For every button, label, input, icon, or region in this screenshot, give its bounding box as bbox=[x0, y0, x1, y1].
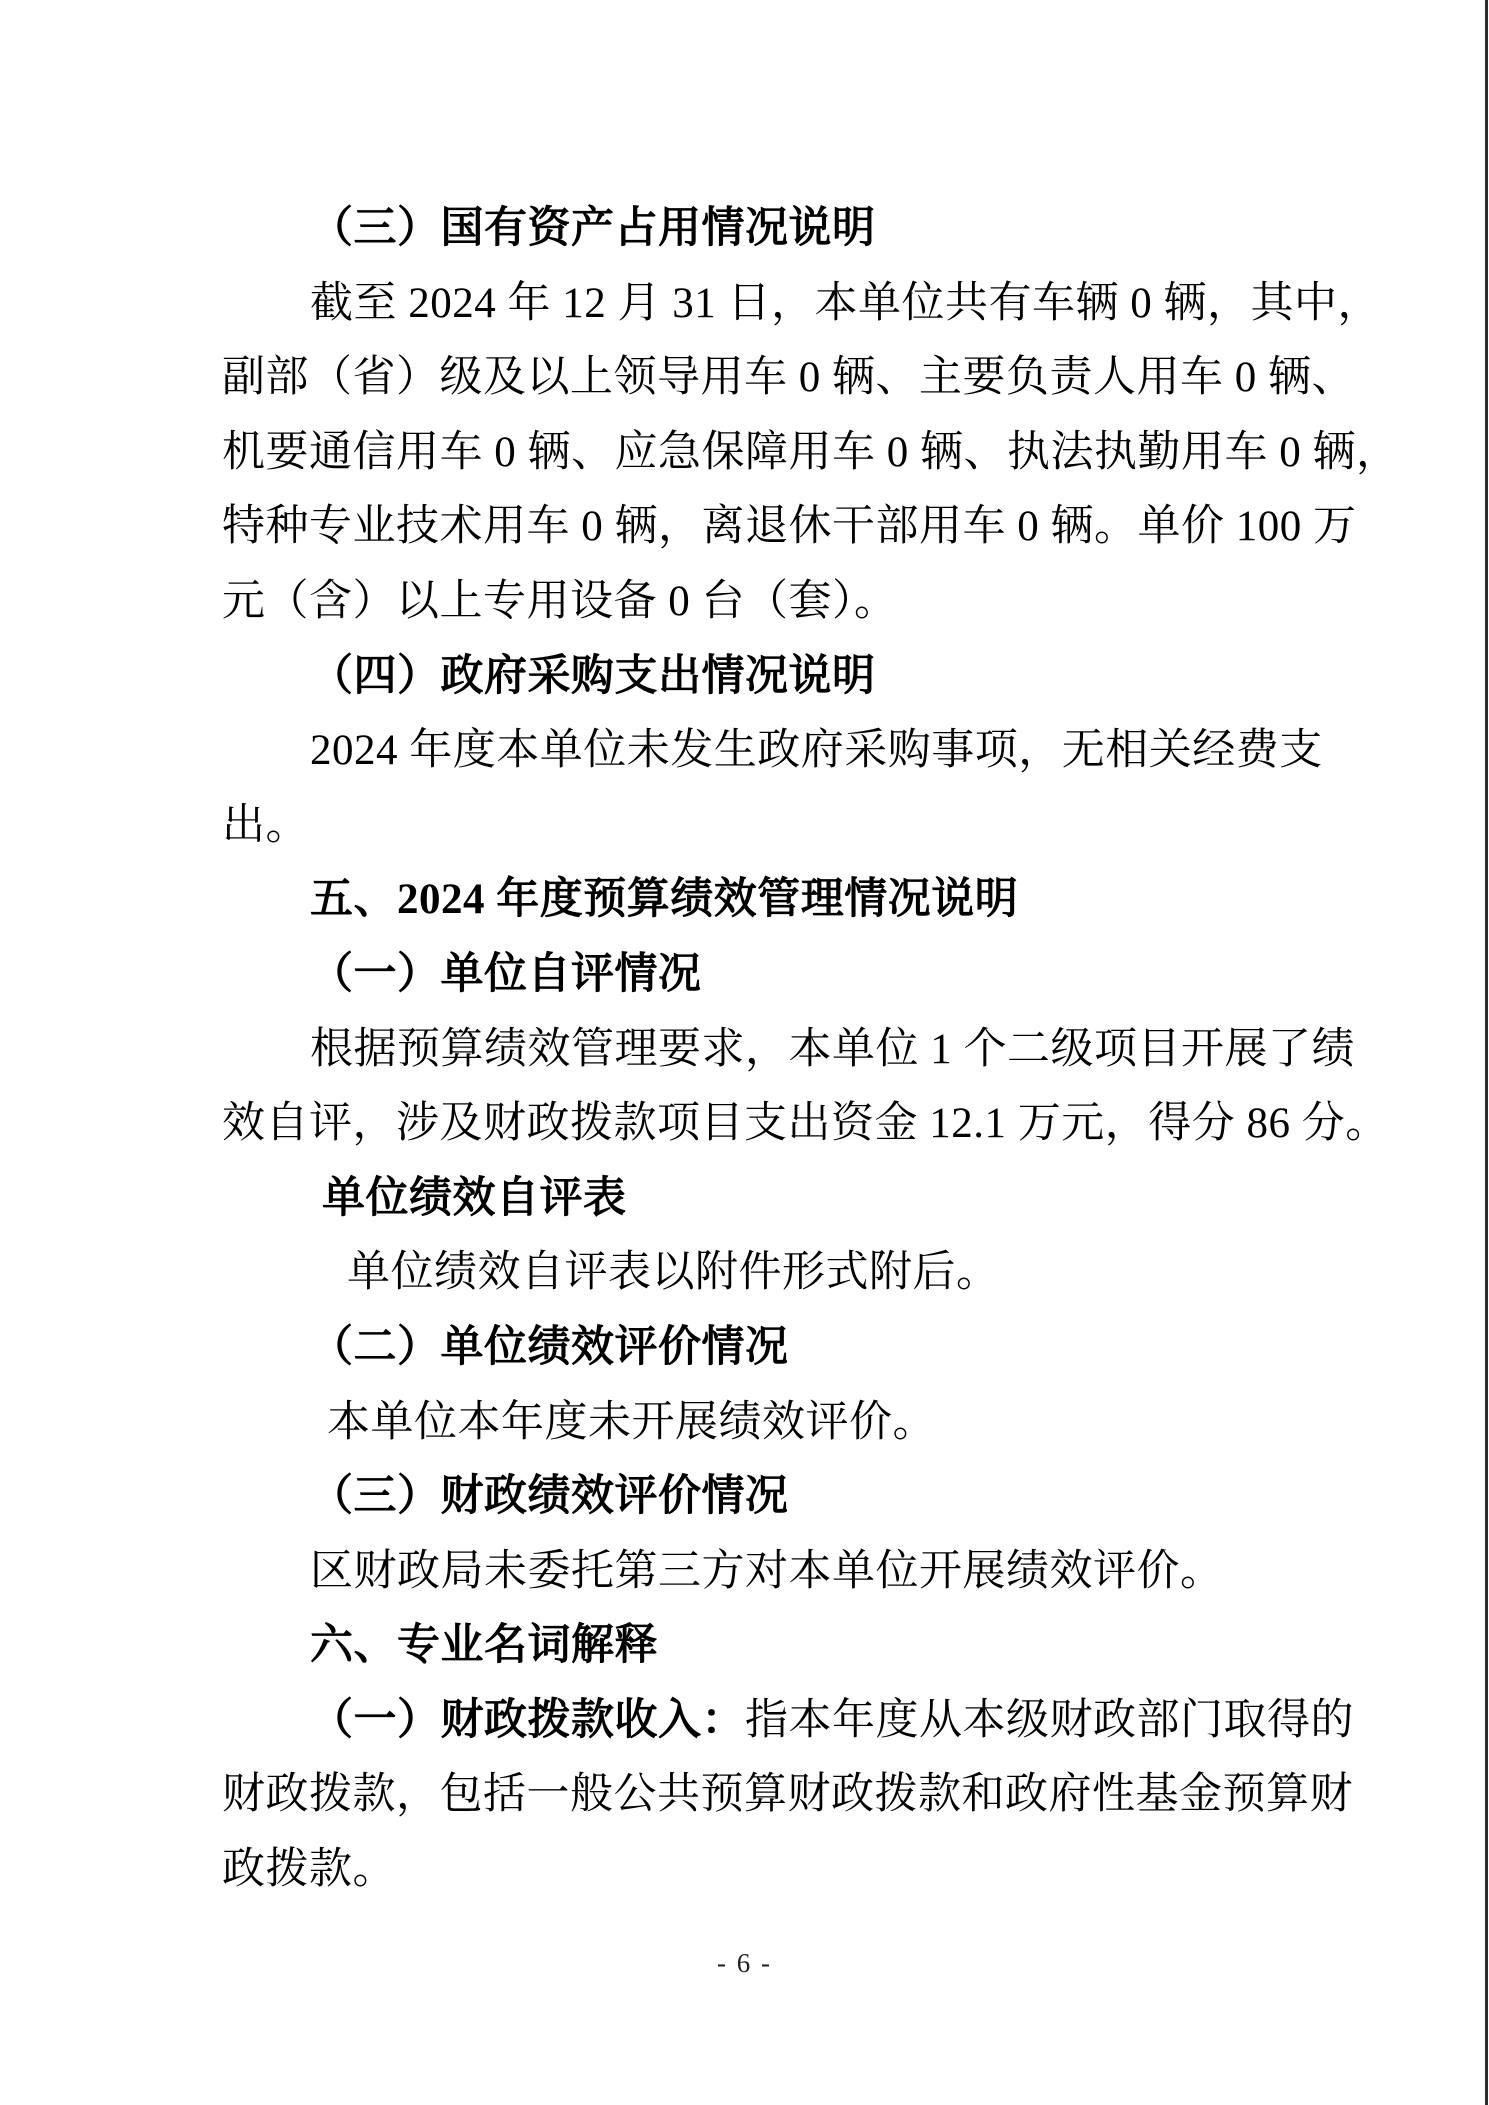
body-line: 2024 年度本单位未发生政府采购事项，无相关经费支 bbox=[310, 727, 1323, 775]
heading-terminology-section: 六、专业名词解释 bbox=[310, 1622, 658, 1670]
heading-budget-performance-section: 五、2024 年度预算绩效管理情况说明 bbox=[310, 876, 1019, 924]
body-line: 出。 bbox=[222, 801, 309, 849]
body-line: 特种专业技术用车 0 辆，离退休干部用车 0 辆。单价 100 万 bbox=[222, 503, 1357, 551]
page-right-edge-line bbox=[1485, 0, 1488, 2105]
body-line: 副部（省）级及以上领导用车 0 辆、主要负责人用车 0 辆、 bbox=[222, 354, 1355, 402]
body-line: 效自评，涉及财政拨款项目支出资金 12.1 万元，得分 86 分。 bbox=[222, 1100, 1389, 1148]
heading-gov-procurement: （四）政府采购支出情况说明 bbox=[310, 652, 876, 700]
page-number: - 6 - bbox=[717, 1948, 772, 1978]
document-body bbox=[222, 192, 1400, 1908]
heading-unit-performance-evaluation: （二）单位绩效评价情况 bbox=[310, 1323, 789, 1371]
body-line: 政拨款。 bbox=[222, 1846, 396, 1894]
heading-fiscal-performance-evaluation: （三）财政绩效评价情况 bbox=[310, 1473, 789, 1521]
body-line: 机要通信用车 0 辆、应急保障用车 0 辆、执法执勤用车 0 辆， bbox=[222, 428, 1400, 476]
body-line: 财政拨款，包括一般公共预算财政拨款和政府性基金预算财 bbox=[222, 1771, 1353, 1819]
body-line: 截至 2024 年 12 月 31 日，本单位共有车辆 0 辆，其中， bbox=[310, 279, 1381, 327]
heading-state-assets: （三）国有资产占用情况说明 bbox=[310, 205, 876, 252]
body-line: 区财政局未委托第三方对本单位开展绩效评价。 bbox=[310, 1547, 1224, 1595]
term-definition-line bbox=[222, 1684, 1354, 1759]
heading-self-evaluation: （一）单位自评情况 bbox=[310, 950, 702, 998]
body-line: 单位绩效自评表以附件形式附后。 bbox=[347, 1249, 1000, 1297]
term-text: 指本年度从本级财政部门取得的 bbox=[745, 1696, 1354, 1744]
heading-self-evaluation-table: 单位绩效自评表 bbox=[322, 1174, 627, 1222]
term-label: （一）财政拨款收入： bbox=[310, 1696, 745, 1744]
body-line: 元（含）以上专用设备 0 台（套）。 bbox=[222, 577, 898, 625]
body-line: 根据预算绩效管理要求，本单位 1 个二级项目开展了绩 bbox=[310, 1025, 1355, 1073]
body-line: 本单位本年度未开展绩效评价。 bbox=[327, 1398, 936, 1446]
